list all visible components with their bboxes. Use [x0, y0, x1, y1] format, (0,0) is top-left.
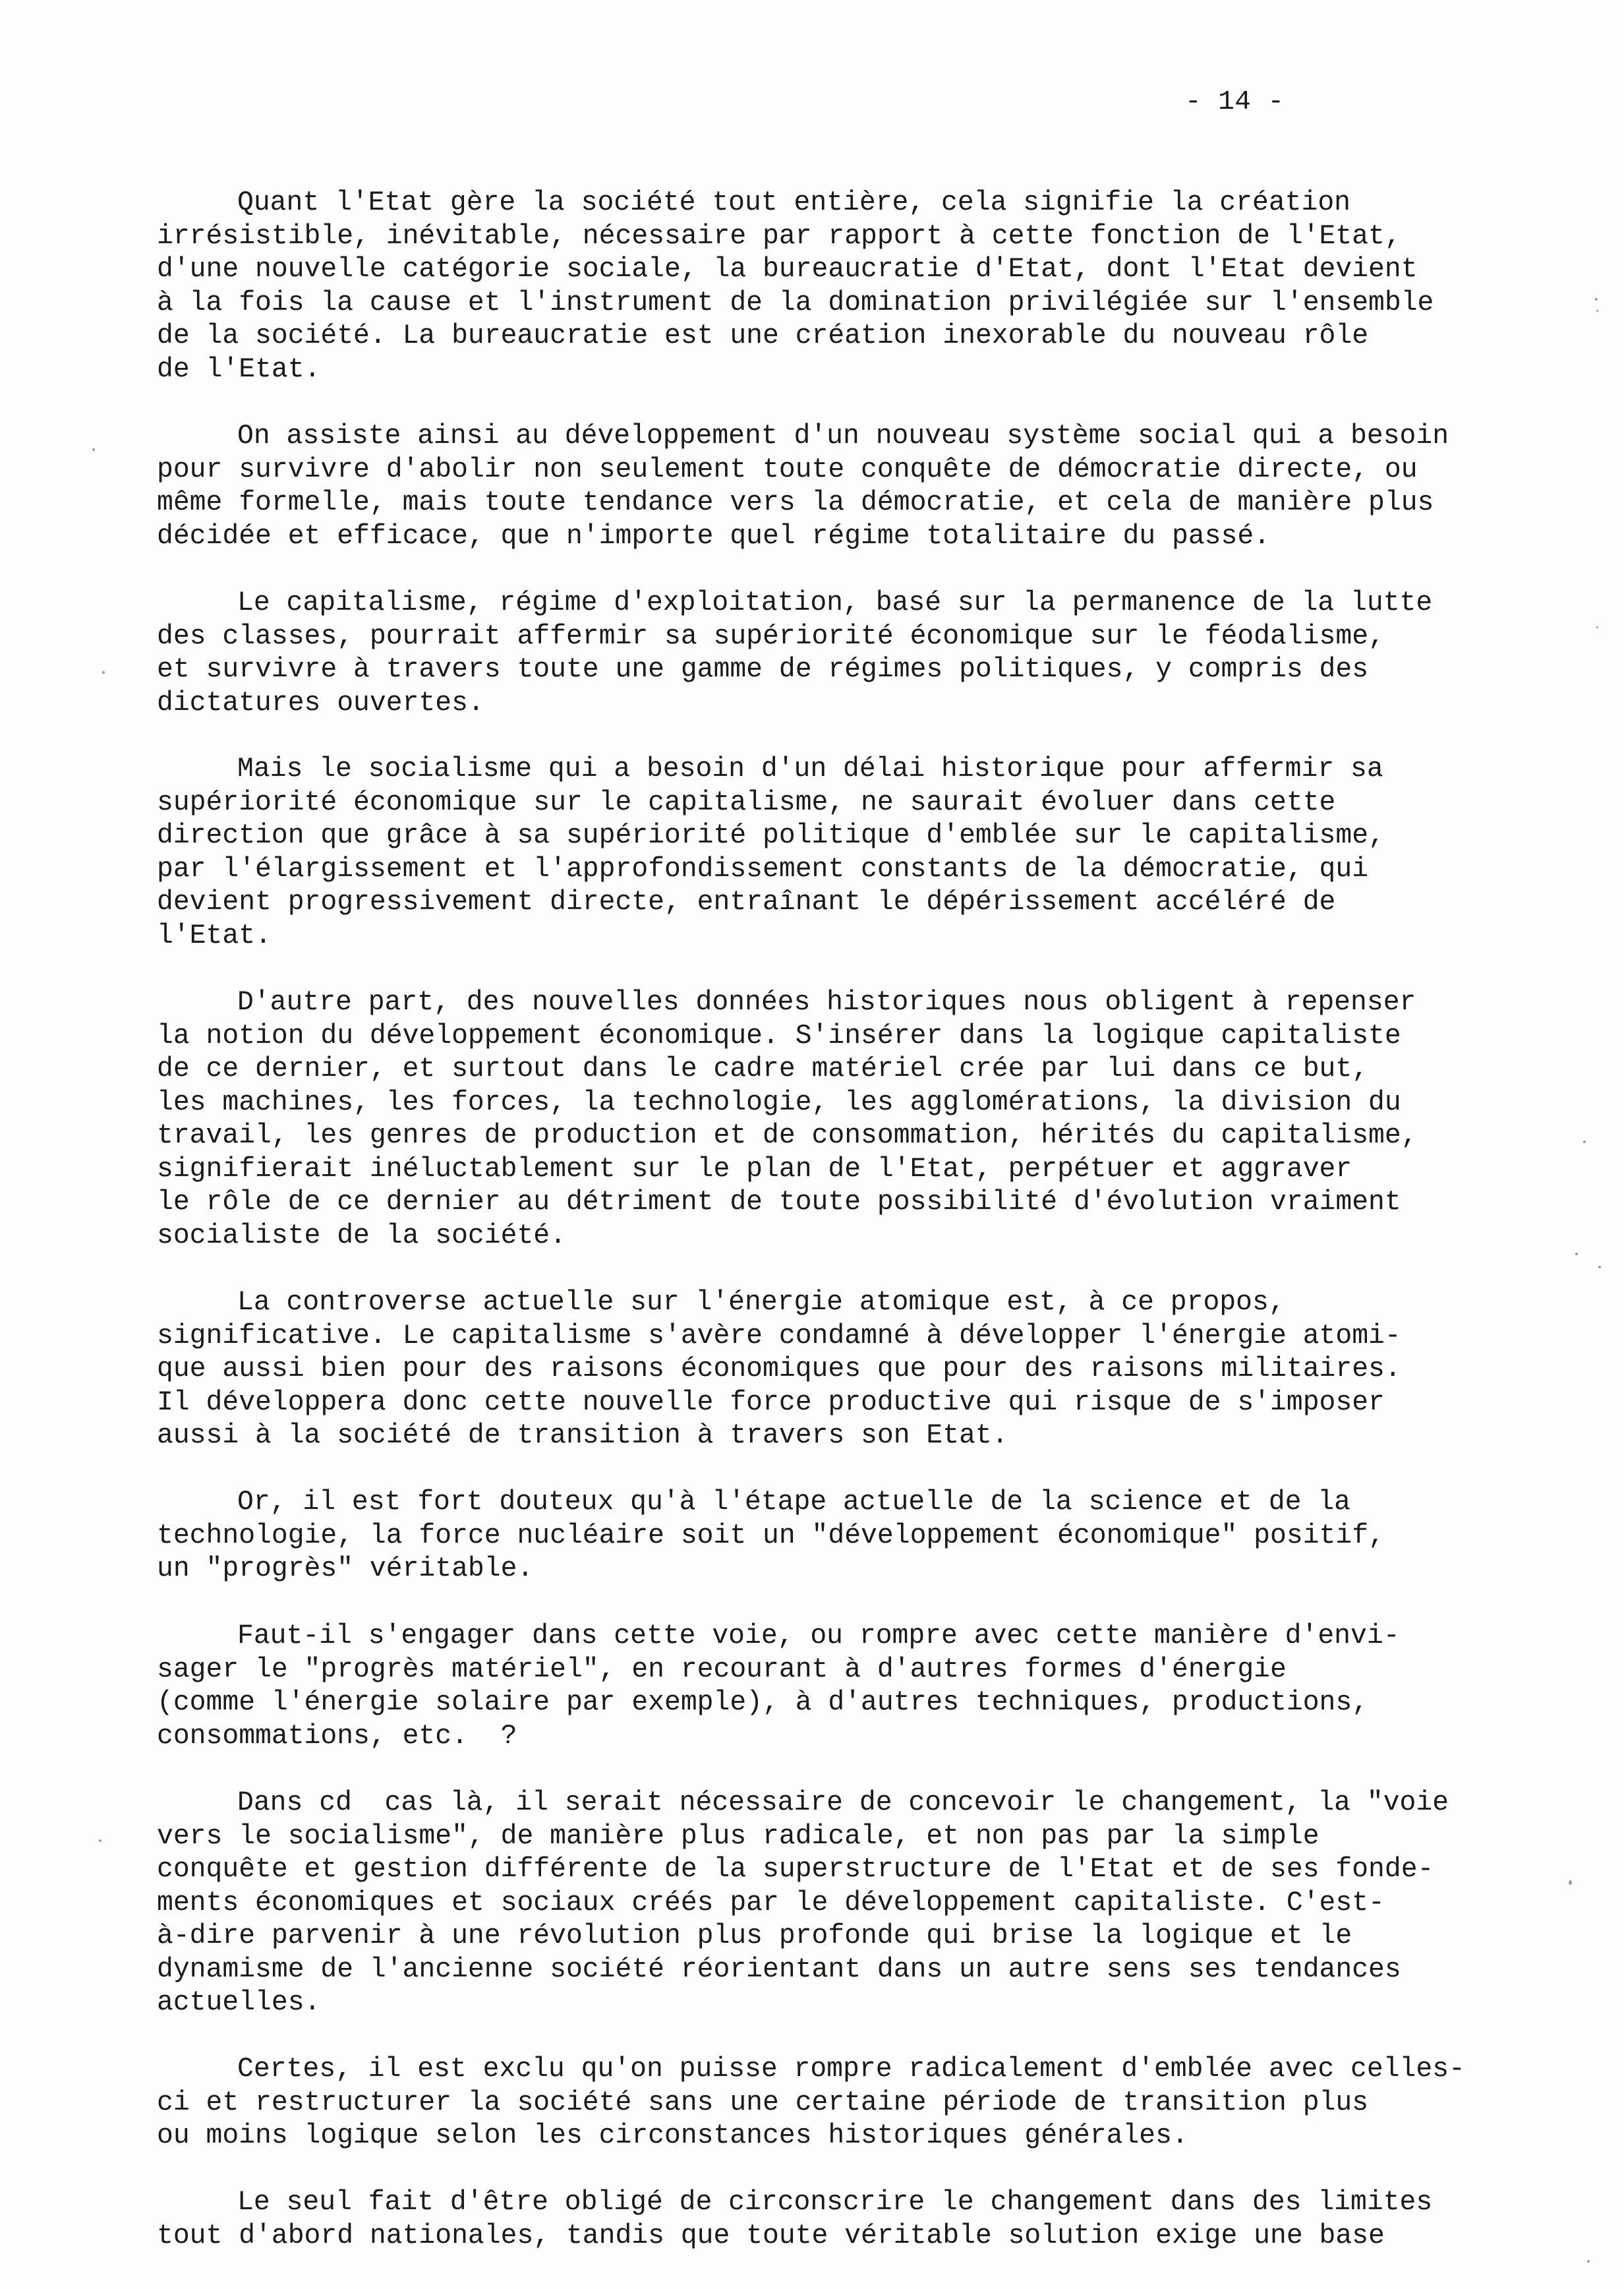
text-line: Mais le socialisme qui a besoin d'un délai historique pour affermir sa: [237, 754, 1383, 785]
text-line: ments économiques et sociaux créés par le développement capitaliste. C'est-: [157, 1888, 1385, 1918]
scan-speck: [1583, 1141, 1586, 1143]
text-line: actuelles.: [157, 1988, 321, 2018]
text-line: D'autre part, des nouvelles données historiques nous obligent à repenser: [237, 988, 1416, 1018]
text-line: Quant l'Etat gère la société tout entière, cela signifie la création: [237, 188, 1351, 218]
text-line: de ce dernier, et surtout dans le cadre matériel crée par lui dans ce but,: [157, 1054, 1369, 1085]
paragraph-11: [157, 2186, 1554, 2253]
text-line: même formelle, mais toute tendance vers la démocratie, et cela de manière plus: [157, 488, 1434, 518]
text-line: d'une nouvelle catégorie sociale, la bureaucratie d'Etat, dont l'Etat devient: [157, 254, 1418, 285]
text-line: signifierait inéluctablement sur le plan de l'Etat, perpétuer et aggraver: [157, 1154, 1352, 1185]
text-line: aussi à la société de transition à travers son Etat.: [157, 1421, 1008, 1451]
text-line: à-dire parvenir à une révolution plus profonde qui brise la logique et le: [157, 1921, 1352, 1951]
text-line: décidée et efficace, que n'importe quel régime totalitaire du passé.: [157, 521, 1271, 552]
paragraph-9: [157, 1787, 1554, 2020]
text-line: travail, les genres de production et de consommation, hérités du capitalisme,: [157, 1121, 1418, 1151]
scan-speck: [1596, 626, 1598, 628]
text-line: Il développera donc cette nouvelle force productive qui risque de s'imposer: [157, 1387, 1385, 1418]
paragraph-3: [157, 587, 1554, 720]
text-line: significative. Le capitalisme s'avère condamné à développer l'énergie atomi-: [157, 1321, 1401, 1352]
text-line: les machines, les forces, la technologie, les agglomérations, la division du: [157, 1087, 1401, 1118]
text-line: Dans cd cas là, il serait nécessaire de concevoir le changement, la "voie: [237, 1788, 1449, 1818]
text-line: direction que grâce à sa supériorité politique d'emblée sur le capitalisme,: [157, 821, 1385, 851]
scan-speck: [99, 1839, 102, 1842]
scan-speck: [1596, 310, 1598, 312]
scan-speck: [1575, 1253, 1578, 1255]
text-line: socialiste de la société.: [157, 1220, 566, 1251]
paragraph-1: [157, 187, 1554, 386]
text-line: que aussi bien pour des raisons économiques que pour des raisons militaires.: [157, 1354, 1401, 1384]
scan-speck: [1595, 298, 1598, 301]
text-line: (comme l'énergie solaire par exemple), à d'autres techniques, productions,: [157, 1688, 1369, 1718]
text-line: Faut-il s'engager dans cette voie, ou rompre avec cette manière d'envi-: [237, 1621, 1400, 1651]
text-line: tout d'abord nationales, tandis que toute véritable solution exige une base: [157, 2220, 1385, 2251]
scan-speck: [1598, 1266, 1601, 1268]
text-line: de l'Etat.: [157, 354, 321, 385]
paragraph-4: [157, 753, 1554, 953]
scan-speck: [1587, 2260, 1590, 2263]
text-line: de la société. La bureaucratie est une création inexorable du nouveau rôle: [157, 321, 1369, 351]
text-line: dynamisme de l'ancienne société réorientant dans un autre sens ses tendances: [157, 1954, 1401, 1985]
text-line: On assiste ainsi au développement d'un nouveau système social qui a besoin: [237, 421, 1449, 452]
paragraph-7: [157, 1486, 1554, 1586]
text-line: dictatures ouvertes.: [157, 688, 484, 719]
text-line: ci et restructurer la société sans une certaine période de transition plus: [157, 2087, 1369, 2118]
text-line: irrésistible, inévitable, nécessaire par rapport à cette fonction de l'Etat,: [157, 221, 1401, 252]
text-line: consommations, etc. ?: [157, 1721, 517, 1752]
text-line: et survivre à travers toute une gamme de régimes politiques, y compris des: [157, 655, 1369, 685]
paragraph-2: [157, 420, 1554, 553]
text-line: La controverse actuelle sur l'énergie atomique est, à ce propos,: [237, 1288, 1285, 1318]
text-line: Le capitalisme, régime d'exploitation, basé sur la permanence de la lutte: [237, 588, 1433, 618]
text-line: l'Etat.: [157, 920, 272, 951]
text-line: supériorité économique sur le capitalisme, ne saurait évoluer dans cette: [157, 787, 1336, 818]
paragraph-10: [157, 2053, 1554, 2153]
text-line: Certes, il est exclu qu'on puisse rompre radicalement d'emblée avec celles-: [237, 2054, 1465, 2085]
text-line: des classes, pourrait affermir sa supériorité économique sur le féodalisme,: [157, 621, 1385, 652]
text-line: Le seul fait d'être obligé de circonscrire le changement dans des limites: [237, 2187, 1433, 2218]
text-line: par l'élargissement et l'approfondissement constants de la démocratie, qui: [157, 854, 1369, 885]
paragraph-8: [157, 1620, 1554, 1753]
scan-speck: [92, 448, 95, 451]
text-line: pour survivre d'abolir non seulement toute conquête de démocratie directe, ou: [157, 454, 1418, 485]
scan-speck: [102, 671, 105, 674]
text-line: conquête et gestion différente de la superstructure de l'Etat et de ses fonde-: [157, 1855, 1434, 1885]
text-line: Or, il est fort douteux qu'à l'étape actuelle de la science et de la: [237, 1487, 1351, 1518]
paragraph-6: [157, 1286, 1554, 1453]
text-line: le rôle de ce dernier au détriment de toute possibilité d'évolution vraiment: [157, 1187, 1401, 1218]
text-line: à la fois la cause et l'instrument de la domination privilégiée sur l'ensemble: [157, 287, 1434, 318]
page-number: - 14 -: [1185, 87, 1285, 117]
text-line: sager le "progrès matériel", en recourant à d'autres formes d'énergie: [157, 1654, 1287, 1685]
text-line: technologie, la force nucléaire soit un "développement économique" positif,: [157, 1520, 1385, 1551]
text-line: ou moins logique selon les circonstances historiques générales.: [157, 2121, 1188, 2151]
text-line: devient progressivement directe, entraînant le dépérissement accéléré de: [157, 887, 1336, 918]
text-line: un "progrès" véritable.: [157, 1554, 534, 1584]
paragraph-5: [157, 986, 1554, 1253]
scan-speck: [1569, 1880, 1572, 1885]
text-line: la notion du développement économique. S'insérer dans la logique capitaliste: [157, 1021, 1401, 1052]
text-line: vers le socialisme", de manière plus radicale, et non pas par la simple: [157, 1821, 1320, 1852]
